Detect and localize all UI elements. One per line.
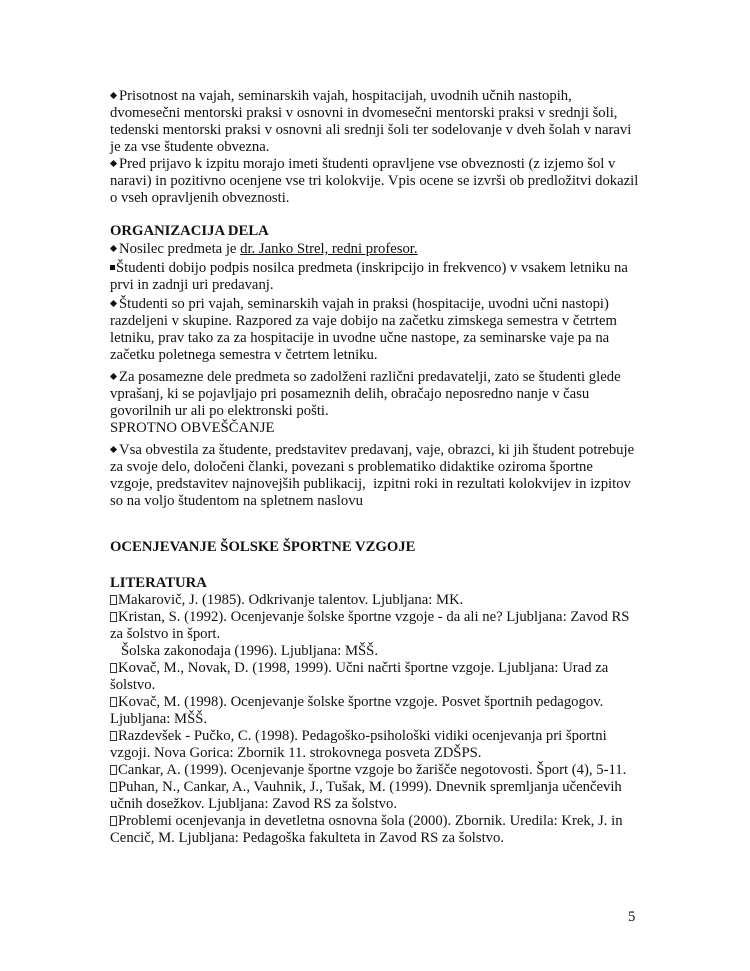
paragraph-line: naravi) in pozitivno ocenjene vse tri kolokvije. Vpis ocene se izvrši ob predložitvi dokazil [110,173,639,189]
lecturer-name: dr. Janko Strel, redni profesor. [240,241,418,257]
paragraph-line [110,88,572,105]
section-heading-sprotno: SPROTNO OBVEŠČANJE [110,420,275,436]
text: Za posamezne dele predmeta so zadolženi različni predavatelji, zato se študenti glede [119,369,621,385]
text: Kristan, S. (1992). Ocenjevanje šolske športne vzgoje - da ali ne? Ljubljana: Zavod RS [118,609,630,625]
reference-line [110,592,463,609]
square-bullet-icon [110,265,115,270]
reference-line [110,762,626,779]
text: Študenti so pri vajah, seminarskih vajah in praksi (hospitacije, uvodni učni nastopi) [119,296,609,312]
paragraph-line [110,442,634,459]
reference-line [110,813,623,830]
paragraph-line [110,260,628,277]
box-bullet-icon [110,731,117,741]
reference-line: Ljubljana: MŠŠ. [110,711,208,727]
reference-line: Šolska zakonodaja (1996). Ljubljana: MŠŠ. [110,643,379,659]
text: Problemi ocenjevanja in devetletna osnovna šola (2000). Zbornik. Uredila: Krek, J. in [118,813,623,829]
paragraph-line: o vseh opravljenih obveznosti. [110,190,290,206]
text: Puhan, N., Cankar, A., Vauhnik, J., Tušak, M. (1999). Dnevnik spremljanja učenčevih [118,779,622,795]
paragraph-line: prvi in zadnji uri predavanj. [110,277,274,293]
box-bullet-icon [110,612,117,622]
diamond-bullet-icon [110,373,117,380]
reference-line: učnih dosežkov. Ljubljana: Zavod RS za šolstvo. [110,796,398,812]
paragraph-line [110,296,609,313]
paragraph-line: vprašanj, ki se pojavljajo pri posameznih delih, obračajo neposredno nanje v času [110,386,590,402]
reference-line: šolstvo. [110,677,156,693]
paragraph-line: začetku poletnega semestra v četrtem letniku. [110,347,378,363]
text: Makarovič, J. (1985). Odkrivanje talentov. Ljubljana: MK. [118,592,464,608]
reference-line [110,694,603,711]
diamond-bullet-icon [110,245,117,252]
diamond-bullet-icon [110,446,117,453]
box-bullet-icon [110,697,117,707]
reference-line [110,609,629,626]
section-heading-organizacija: ORGANIZACIJA DELA [110,223,269,239]
paragraph-line: vzgoje, predstavitev najnovejših publikacij, izpitni roki in rezultati kolokvijev in izpitov [110,476,631,492]
section-heading-literatura: LITERATURA [110,575,207,591]
box-bullet-icon [110,595,117,605]
text: Kovač, M., Novak, D. (1998, 1999). Učni načrti športne vzgoje. Ljubljana: Urad za [118,660,609,676]
page-number: 5 [628,909,636,925]
text: Vsa obvestila za študente, predstavitev predavanj, vaje, obrazci, ki jih študent potrebuje [119,442,635,458]
paragraph-line: za svoje delo, določeni članki, povezani s problematiko didaktike oziroma športne [110,459,593,475]
paragraph-line: tedenski mentorski praksi v osnovni ali srednji šoli ter sodelovanje v dveh šolah v naravi [110,122,632,138]
text: Kovač, M. (1998). Ocenjevanje šolske športne vzgoje. Posvet športnih pedagogov. [118,694,604,710]
paragraph-line [110,156,615,173]
diamond-bullet-icon [110,300,117,307]
paragraph-line: so na voljo študentom na spletnem naslovu [110,493,363,509]
paragraph-line: dvomesečni mentorski praksi v osnovni in dvomesečni mentorski praksi v srednji šoli, [110,105,618,121]
paragraph-line: razdeljeni v skupine. Razpored za vaje dobijo na začetku zimskega semestra v četrtem [110,313,617,329]
diamond-bullet-icon [110,160,117,167]
box-bullet-icon [110,765,117,775]
reference-line [110,728,607,745]
reference-line [110,660,608,677]
text: Nosilec predmeta je [119,241,241,257]
reference-line: za šolstvo in šport. [110,626,221,642]
reference-line [110,779,622,796]
paragraph-line: govorilnih ur ali po elektronski pošti. [110,403,329,419]
paragraph-line [110,369,621,386]
reference-line: Cencič, M. Ljubljana: Pedagoška fakulteta in Zavod RS za šolstvo. [110,830,505,846]
paragraph-line: letniku, prav tako za za hospitacije in uvodne učne nastope, za seminarske vaje pa na [110,330,610,346]
text: Študenti dobijo podpis nosilca predmeta (inskripcijo in frekvenco) v vsakem letniku na [116,260,628,276]
diamond-bullet-icon [110,92,117,99]
box-bullet-icon [110,782,117,792]
reference-line: vzgoji. Nova Gorica: Zbornik 11. strokovnega posveta ZDŠPS. [110,745,482,761]
box-bullet-icon [110,816,117,826]
box-bullet-icon [110,663,117,673]
text: Cankar, A. (1999). Ocenjevanje športne vzgoje bo žarišče negotovosti. Šport (4), 5-11. [118,762,627,778]
text: Prisotnost na vajah, seminarskih vajah, hospitacijah, uvodnih učnih nastopih, [119,88,572,104]
text: Pred prijavo k izpitu morajo imeti študenti opravljene vse obveznosti (z izjemo šol v [119,156,616,172]
text: Razdevšek - Pučko, C. (1998). Pedagoško-psihološki vidiki ocenjevanja pri športni [118,728,607,744]
section-heading-ocenjevanje: OCENJEVANJE ŠOLSKE ŠPORTNE VZGOJE [110,539,416,555]
paragraph-line: je za vse študente obvezna. [110,139,270,155]
paragraph-line [110,241,418,258]
